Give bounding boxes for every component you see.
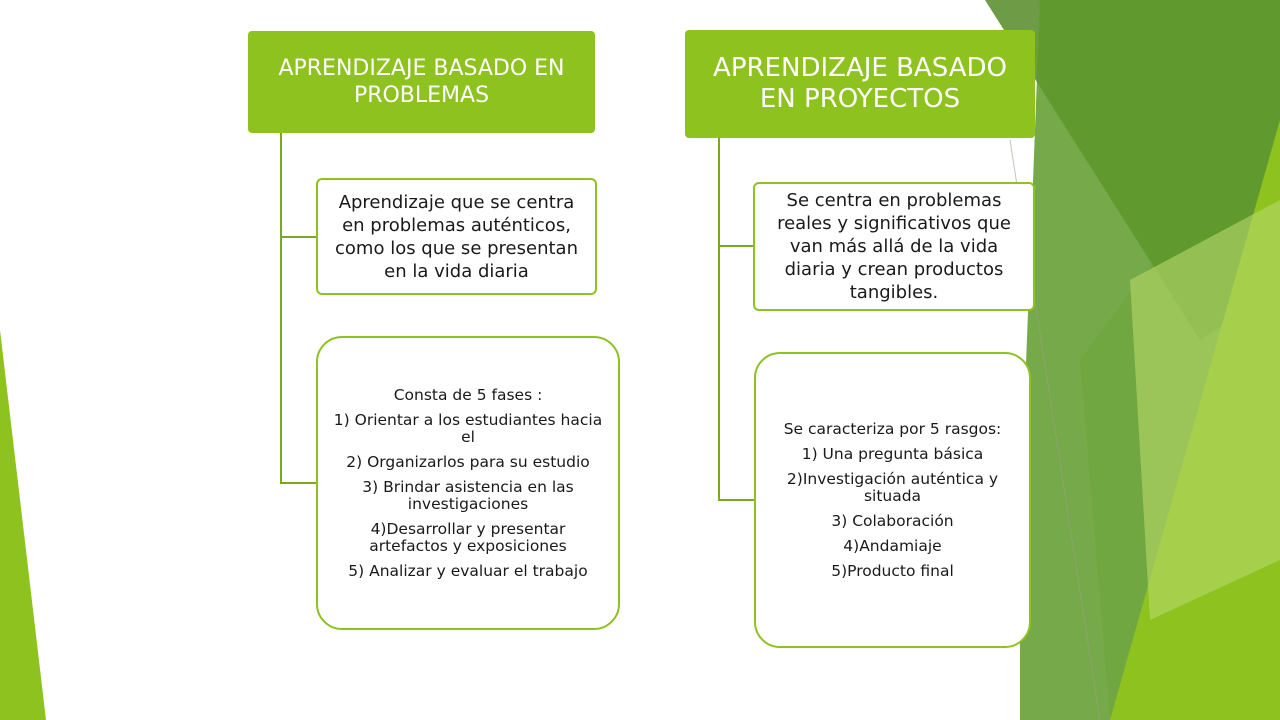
trait-item: 1) Una pregunta básica [801, 444, 984, 463]
trait-item: 2)Investigación auténtica y situada [786, 469, 999, 505]
trait-item: 5)Producto final [831, 561, 954, 580]
right-branch-connector-1 [718, 245, 754, 247]
left-definition-text: Aprendizaje que se centra en problemas auténticos, como los que se presentan en la vida diaria [335, 191, 578, 282]
left-phases-box [316, 336, 620, 630]
phase-item: 1) Orientar a los estudiantes hacia el [333, 410, 603, 446]
left-definition-box [316, 178, 597, 295]
phase-item: 3) Brindar asistencia en las investigaciones [362, 477, 574, 513]
left-header [248, 31, 595, 133]
right-traits-box [754, 352, 1031, 648]
left-edge-shape [0, 330, 46, 720]
phase-item: 2) Organizarlos para su estudio [346, 452, 590, 471]
left-header-text: APRENDIZAJE BASADO EN PROBLEMAS [278, 56, 565, 108]
left-branch-connector-2 [280, 482, 318, 484]
right-definition-box [753, 182, 1035, 311]
phase-item: 4)Desarrollar y presentar artefactos y exposiciones [369, 519, 567, 555]
right-definition-text: Se centra en problemas reales y significativos que van más allá de la vida diaria y crean productos tangibles. [777, 190, 1011, 303]
left-trunk-connector [280, 132, 282, 483]
right-trunk-connector [718, 138, 720, 501]
right-header [685, 30, 1035, 138]
trait-item: 3) Colaboración [831, 511, 954, 530]
phase-item: 5) Analizar y evaluar el trabajo [348, 561, 588, 580]
trait-item: 4)Andamiaje [843, 536, 942, 555]
right-header-text: APRENDIZAJE BASADO EN PROYECTOS [713, 53, 1007, 114]
traits-title: Se caracteriza por 5 rasgos: [783, 419, 1002, 438]
left-branch-connector-1 [280, 236, 318, 238]
phases-title: Consta de 5 fases : [393, 385, 543, 404]
right-branch-connector-2 [718, 499, 756, 501]
